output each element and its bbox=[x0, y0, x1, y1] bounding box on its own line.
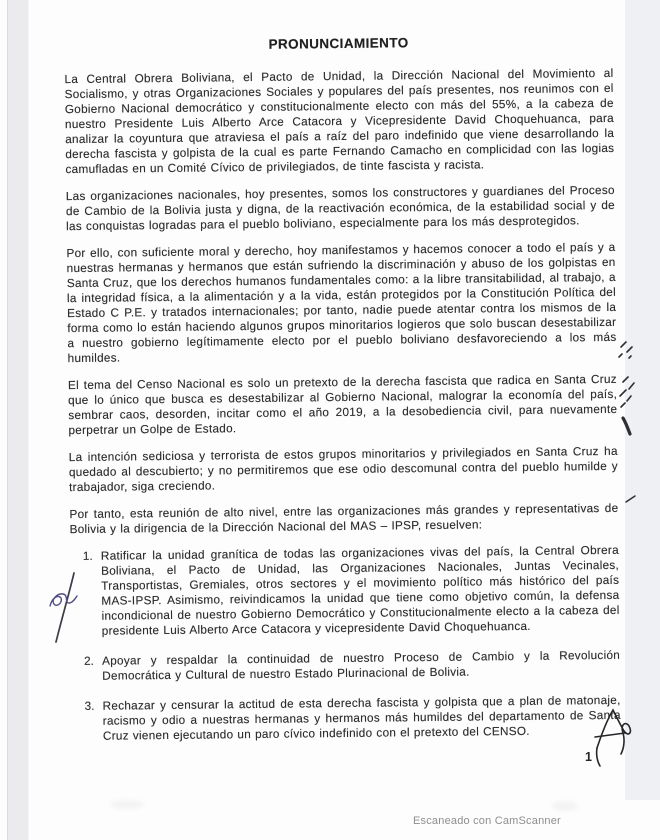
document-paragraph-6: Por tanto, esta reunión de alto nivel, entre las organizaciones más grandes y representativas de Bolivia y la dirigencia de la Dirección Nacional del MAS – IPSP, resuelven: bbox=[69, 500, 619, 537]
handwritten-dash-mark bbox=[624, 494, 638, 504]
resolution-number: 3. bbox=[84, 698, 95, 713]
scan-left-margin bbox=[7, 0, 29, 840]
resolution-text: Rechazar y censurar la actitud de esta derecha fascista y golpista que a plan de matonaje, racismo y odio a nuestras hermanas y hermanos más humildes del departamento de Santa Cruz vienen ejecutando un paro cívico indefinido con el pretexto del CENSO. bbox=[102, 692, 621, 743]
resolution-text: Apoyar y respaldar la continuidad de nuestro Proceso de Cambio y la Revolución Democrática y Cultural de nuestro Estado Plurinacional de Bolivia. bbox=[101, 647, 621, 683]
scan-smudge bbox=[552, 801, 578, 811]
resolution-item-1 bbox=[70, 543, 620, 639]
document-paragraph-3: Por ello, con suficiente moral y derecho, hoy manifestamos y hacemos conocer a todo el país y a nuestras hermanas y hermanos que están sufriendo la discriminación y abuso de los golpistas en Santa Cruz, que los derechos humanos fundamentales como: a la libre transitabilidad, al trabajo, a la integridad física, a la alimentación y a la vida, están protegidos por la Constitución Política del Estado C P.E. y tratados internacionales; por tanto, nadie puede atentar contra los mismos de la forma como lo están haciendo algunos grupos minoritarios logieros que solo buscan desestabilizar a nuestro gobierno legítimamente electo por el pueblo boliviano desfavoreciendo a los más humildes. bbox=[66, 239, 617, 366]
resolution-text: Ratificar la unidad granítica de todas las organizaciones vivas del país, la Central Obrera Boliviana, el Pacto de Unidad, las Organizaciones Nacionales, Juntas Vecinales, Transportistas, Gremiales, otros sectores y el movimiento político más histórico del país MAS-IPSP. Asimismo, reivindicamos la unidad que tiene como objetivo común, la defensa incondicional de nuestro Gobierno Democrático y Constitucionalmente electo a la cabeza del presidente Luis Alberto Arce Catacora y vicepresidente David Choquehuanca. bbox=[100, 542, 620, 638]
resolution-number: 1. bbox=[82, 548, 93, 563]
resolution-item-3 bbox=[72, 693, 621, 744]
document-title: PRONUNCIAMIENTO bbox=[268, 35, 409, 52]
handwritten-signature-mark bbox=[46, 570, 80, 648]
document-paragraph-1: La Central Obrera Boliviana, el Pacto de Unidad, la Dirección Nacional del Movimiento al Socialismo, y otras Organizaciones Sociales y populares del país presentes, nos reunimos con el Gobierno Nacional democrático y constitucionalmente electo con más del 55%, a la cabeza de nuestro Presidente Luis Alberto Arce Catacora y Vicepresidente David Choquehuanca, para analizar la coyuntura que atraviesa el país a raíz del paro indefinido que viene desarrollando la derecha fascista y golpista de la cual es parte Fernando Camacho en complicidad con las logias camufladas en un Comité Cívico de privilegiados, de tinte fascista y racista. bbox=[64, 65, 615, 177]
resolution-item-2 bbox=[71, 648, 620, 684]
handwritten-scribble-marks bbox=[613, 338, 639, 436]
handwritten-letter-a-flourish bbox=[589, 704, 635, 770]
camscanner-watermark: Escaneado con CamScanner bbox=[413, 815, 561, 827]
resolution-number: 2. bbox=[83, 653, 94, 668]
document-paragraph-4: El tema del Censo Nacional es solo un pretexto de la derecha fascista que radica en Santa Cruz que lo único que busca es desestabilizar al Gobierno Nacional, malograr la economía del país, sembrar caos, desorden, incitar como el año 2019, a la desobediencia civil, para nuevamente perpetrar un Golpe de Estado. bbox=[67, 371, 618, 438]
document-body bbox=[64, 33, 621, 759]
document-paragraph-2: Las organizaciones nacionales, hoy presentes, somos los constructores y guardianes del Proceso de Cambio de la Bolivia justa y digna, de la reactivación económica, de la estabilidad social y de las conquistas logradas para el pueblo boliviano, especialmente para los más desprotegidos. bbox=[65, 182, 616, 234]
document-paragraph-5: La intención sediciosa y terrorista de estos grupos minoritarios y privilegiados en Santa Cruz ha quedado al descubierto; y no permitiremos que ese odio descomunal contra del pueblo humilde y trabajador, siga creciendo. bbox=[68, 443, 618, 495]
scan-smudge bbox=[110, 800, 144, 809]
resolutions-list bbox=[70, 543, 621, 744]
page-number: 1 bbox=[585, 750, 592, 764]
